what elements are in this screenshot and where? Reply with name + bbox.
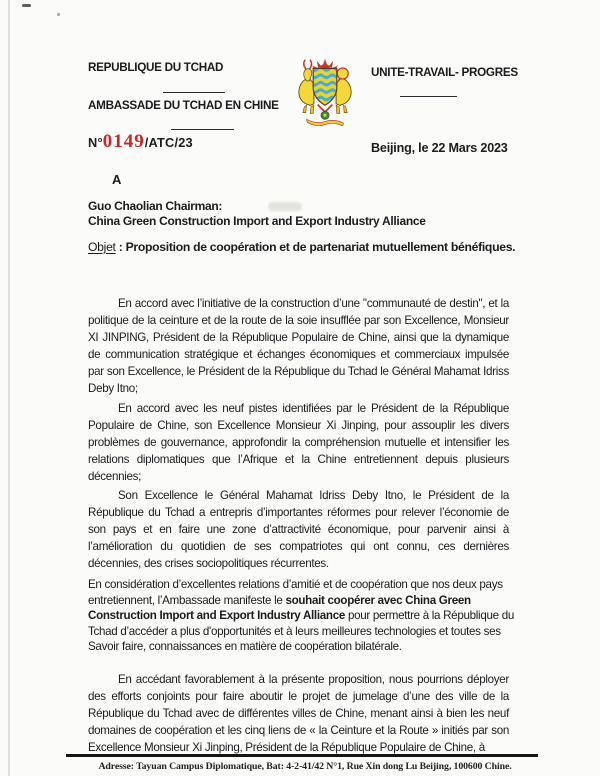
dateline: Beijing, le 22 Mars 2023 — [371, 141, 508, 155]
body-paragraph-5: En accédant favorablement à la présente proposition, nous pourrions déployer des efforts conjoints pour faire aboutir le projet de jumelage d’une des ville de la République du Tchad avec de différentes villes de Chine, menant ainsi à bien les neuf domaines de coopération et les cinq liens de « la Ceinture et la Route » initiés par son Excellence Monsieur Xi Jinping, Président de la République Populaire de Chine, à — [88, 673, 509, 754]
recipient-name: Guo Chaolian Chairman: — [88, 199, 223, 213]
footer-address: Adresse: Tayuan Campus Diplomatique, Bat: 4-2-41/42 N°1, Rue Xin dong Lu Beijing, 100600 Chine. — [98, 761, 512, 772]
body-paragraph-3: Son Excellence le Général Mahamat Idriss Deby Itno, le Président de la République du Tchad a entrepris d’importantes réformes pour relever l’économie de son pays et en faire une zone d’attractivité économique, pour parvenir ainsi à l’amélioration du quotidien de ses compatriotes qui ont connu, ces dernières décennies, des crises sociopolitiques récurrentes. — [88, 489, 509, 570]
ink-speck-artifact — [57, 13, 60, 16]
motto-divider-rule — [400, 96, 457, 97]
reference-suffix: /ATC/23 — [144, 135, 193, 150]
letterhead-motto: UNITE-TRAVAIL- PROGRES — [371, 66, 518, 79]
reference-serial-number: 0149 — [102, 131, 145, 152]
chad-coat-of-arms-emblem — [288, 58, 362, 126]
letterhead-country-name: REPUBLIQUE DU TCHAD — [88, 61, 224, 74]
subject-line — [88, 239, 558, 256]
recipient-organization: China Green Construction Import and Export Industry Alliance — [88, 214, 426, 229]
paragraph-4-text: En considération d’excellentes relations d’amitié et de coopération que nos deux pays entretiennent, l’Ambassade manifeste le — [88, 578, 503, 607]
ink-speck-artifact — [22, 4, 31, 7]
body-paragraph-2: En accord avec les neuf pistes identifiées par le Président de la République Populaire de Chine, son Excellence Monsieur Xi Jinping, pour assouplir les divers problèmes de gouvernance, approfondir la compréhension mutuelle et intensifier les relations diplomatiques que l’Afrique et la Chine entretiennent depuis plusieurs décennies; — [88, 402, 509, 483]
letterhead-divider-rule — [163, 92, 225, 93]
recipient-block — [88, 199, 426, 229]
reference-number-line — [88, 131, 193, 153]
subject-label: Objet — [88, 240, 116, 254]
letterhead-embassy-name: AMBASSADE DU TCHAD EN CHINE — [88, 99, 279, 112]
reference-prefix: N° — [88, 135, 103, 150]
body-paragraph-1: En accord avec l’initiative de la construction d’une "communauté de destin", et la politique de la ceinture et de la route de la soie insufflée par son Excellence, Monsieur XI JINPING, Président de la République Populaire de Chine, ainsi que la dynamique de communication stratégique et échanges économiques et commerciaux impulsée par son Excellence, le Président de la République du Tchad le Général Mahamat Idriss Deby Itno; — [88, 297, 509, 395]
subject-text: Proposition de coopération et de partenariat mutuellement bénéfiques. — [125, 240, 516, 254]
body-paragraph-4 — [88, 577, 520, 655]
footer-rule — [66, 754, 538, 757]
paragraph-4-text: pour permettre à la République du Tchad d’accéder a plus d'opportunités et à leurs meilleures technologies et toutes ses Savoir faire, connaissances en matière de coopération bilatérale. — [88, 609, 514, 653]
paragraph-4-bold-text: souhait coopérer avec China Green Construction Import and Export Industry Alliance — [88, 593, 471, 622]
salutation: A — [112, 172, 122, 187]
subject-separator: : — [115, 240, 126, 254]
scan-edge-artifact — [8, 0, 10, 776]
letterhead-divider-rule — [171, 129, 234, 130]
